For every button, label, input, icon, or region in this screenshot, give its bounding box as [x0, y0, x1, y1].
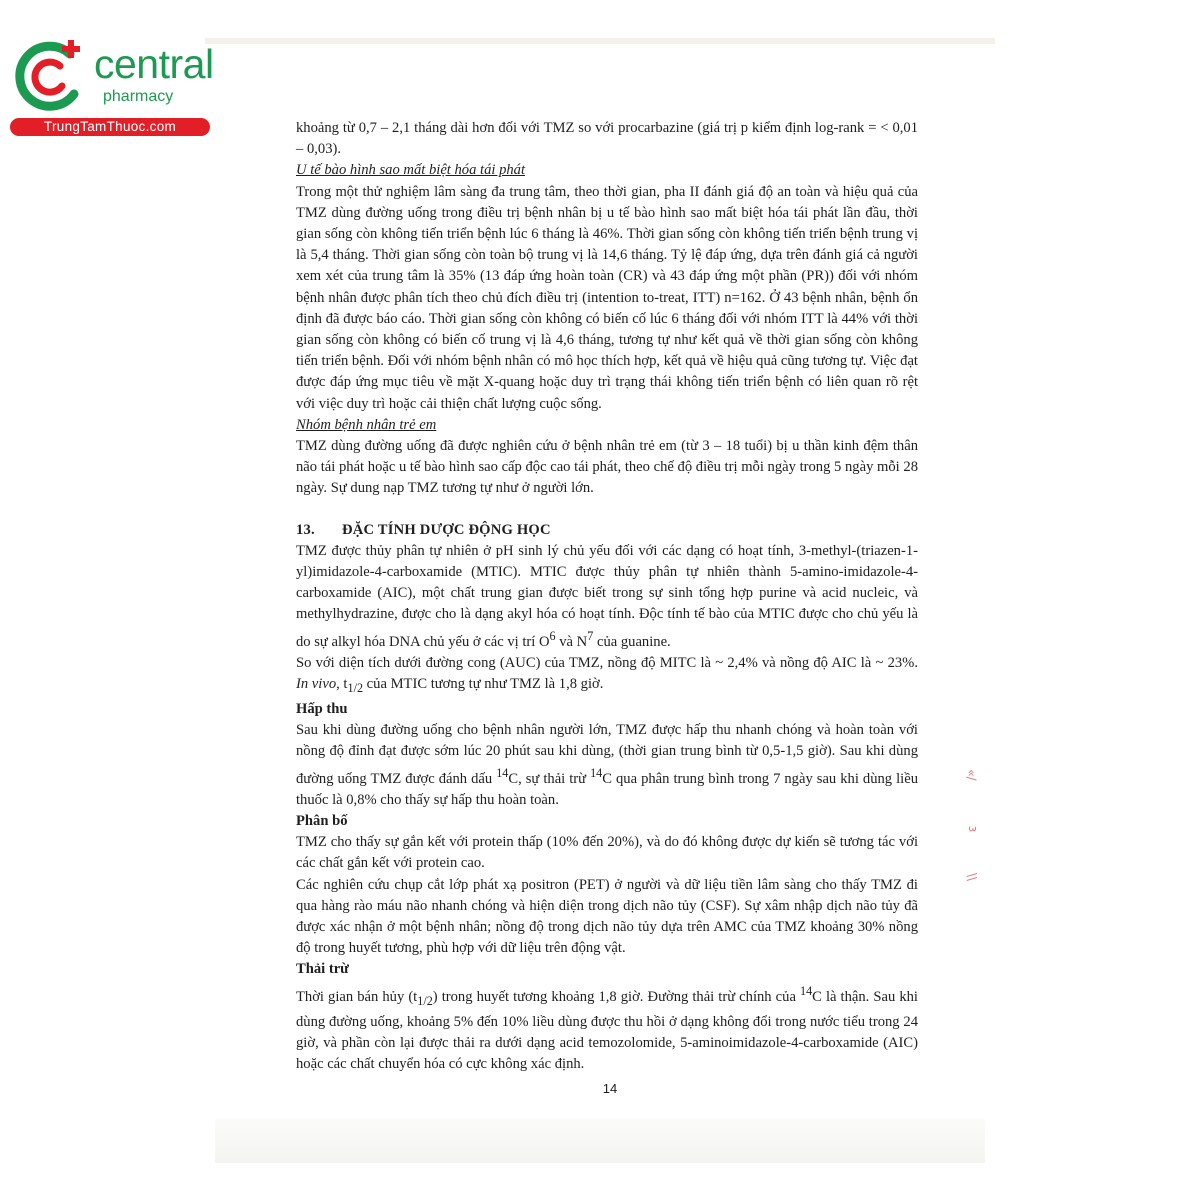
- text-run: của guanine.: [593, 633, 671, 650]
- superscript: 14: [496, 765, 509, 780]
- logo-subtitle: pharmacy: [103, 88, 174, 105]
- paragraph-absorption: [296, 720, 918, 811]
- section-number: 13.: [296, 521, 315, 538]
- section-title: ĐẶC TÍNH DƯỢC ĐỘNG HỌC: [342, 521, 551, 538]
- text-run: và N: [555, 633, 588, 650]
- margin-mark: «/: [964, 769, 979, 781]
- text-run: Thời gian bán hủy (t: [296, 988, 418, 1005]
- subscript: 1/2: [417, 993, 433, 1008]
- superscript: 14: [590, 765, 603, 780]
- superscript: 6: [549, 628, 556, 643]
- logo-name: central: [94, 41, 214, 87]
- text-run: , t: [336, 675, 348, 692]
- paragraph-distribution-1: TMZ cho thấy sự gắn kết với protein thấp (10% đến 20%), và do đó không được dự kiến sẽ tương tác với các chất gắn kết với protein cao.: [296, 834, 918, 872]
- italic-text: In vivo: [296, 675, 337, 692]
- paragraph-distribution-2: Các nghiên cứu chụp cắt lớp phát xạ positron (PET) ở người và dữ liệu tiền lâm sàng cho thấy TMZ đi qua hàng rào máu não nhanh chóng và hiện diện trong dịch não tủy (CSF). Sự xâm nhập dịch não tủy đã được xác nhận ở một bệnh nhân; nồng độ trong dịch não tủy dựa trên AMC của TMZ khoảng 30% nồng độ trong huyết tương, phù hợp với dữ liệu trên động vật.: [296, 876, 918, 957]
- subscript: 1/2: [347, 680, 364, 695]
- text-run: So với diện tích dưới đường cong (AUC) của TMZ, nồng độ MITC là ~ 2,4% và nồng độ AIC là ~ 23%.: [296, 654, 918, 671]
- paragraph-astrocytoma: Trong một thử nghiệm lâm sàng đa trung tâm, theo thời gian, pha II đánh giá độ an toàn và hiệu quả của TMZ dùng đường uống trong điều trị bệnh nhân bị u tế bào hình sao mất biệt hóa tái phát lần đầu, thời gian sống còn không tiến triển bệnh lúc 6 tháng là 46%. Thời gian sống còn không tiến triển bệnh trung vị là 5,4 tháng. Thời gian sống còn toàn bộ trung vị là 14,6 tháng. Tỷ lệ đáp ứng, dựa trên đánh giá cả người xem xét của trung tâm là 35% (13 đáp ứng hoàn toàn (CR) và 43 đáp ứng một phần (PR)) đối với nhóm bệnh nhân được phân tích theo chủ đích điều trị (intention to-treat, ITT) n=162. Ở 43 bệnh nhân, bệnh ổn định đã được báo cáo. Thời gian sống còn không có biến cố lúc 6 tháng đối với nhóm ITT là 44% với thời gian sống còn không có biến cố trung vị là 4,6 tháng, tương tự như kết quả về thời gian sống còn không tiến triển bệnh. Đối với nhóm bệnh nhân có mô học thích hợp, kết quả về hiệu quả cũng tương tự. Việc đạt được đáp ứng mục tiêu về mặt X-quang hoặc duy trì trạng thái không tiến triển bệnh có liên quan rõ rệt với việc duy trì hoặc cải thiện chất lượng cuộc sống.: [296, 183, 918, 412]
- subheading-distribution: Phân bố: [296, 812, 348, 829]
- heading-pediatric: Nhóm bệnh nhân trẻ em: [296, 416, 437, 433]
- margin-mark: \\: [965, 872, 980, 882]
- margin-handwritten-marks: [960, 760, 1000, 900]
- paragraph-elimination: [296, 981, 918, 1076]
- continuation-paragraph: khoảng từ 0,7 – 2,1 tháng dài hơn đối với TMZ so với procarbazine (giá trị p kiểm định log-rank = < 0,01 – 0,03).: [296, 120, 918, 158]
- superscript: 14: [799, 983, 813, 998]
- subheading-elimination: Thải trừ: [296, 961, 349, 978]
- superscript: 7: [587, 628, 594, 643]
- page-number: 14: [602, 1081, 618, 1096]
- logo-url-banner[interactable]: TrungTamThuoc.com: [10, 118, 210, 136]
- paragraph-pediatric: TMZ dùng đường uống đã được nghiên cứu ở bệnh nhân trẻ em (từ 3 – 18 tuổi) bị u thần kinh đệm thân não tái phát hoặc u tế bào hình sao cấp độc cao tái phát, theo chế độ điều trị mỗi ngày trong 5 ngày mỗi 28 ngày. Sự dung nạp TMZ tương tự như ở người lớn.: [296, 438, 918, 497]
- logo-mark-icon: [8, 36, 94, 116]
- text-run: Sau khi dùng đường uống cho bệnh nhân người lớn, TMZ được hấp thu nhanh chóng và hoàn toàn với nồng độ đỉnh đạt được sớm lúc 20 phút sau khi dùng, (thời gian trung bình từ 0,5-1,5 giờ). Sau khi dùng đường uống TMZ được đánh dấu: [296, 722, 918, 787]
- text-run: C qua phân trung bình trong 7 ngày sau khi dùng liều thuốc là 0,8% cho thấy sự hấp thu hoàn toàn.: [296, 770, 918, 808]
- heading-astrocytoma: U tế bào hình sao mất biệt hóa tái phát: [296, 162, 526, 179]
- scan-edge-top: [205, 38, 995, 44]
- text-run: TMZ được thủy phân tự nhiên ở pH sinh lý chủ yếu đối với các dạng có hoạt tính, 3-methyl-(triazen-1-yl)imidazole-4-carboxamide (MTIC). MTIC được thủy phân tự nhiên thành 5-amino-imidazole-4-carboxamide (AIC), một chất trung gian được biết trong sự sinh tổng hợp purine và acid nucleic, và methylhydrazine, được cho là dạng akyl hóa có hoạt tính. Độc tính tế bào của MTIC được cho chủ yếu là do sự alkyl hóa DNA chủ yếu ở các vị trí O: [296, 542, 918, 650]
- subheading-absorption: Hấp thu: [296, 701, 348, 718]
- text-run: C là thận. Sau khi dùng đường uống, khoảng 5% đến 10% liều dùng được thu hồi ở dạng không đổi trong nước tiểu trong 24 giờ, và phần còn lại được thải ra dưới dạng acid temozolomide, 5-aminoimidazole-4-carboxamide (AIC) hoặc các chất chuyển hóa có cực không xác định.: [296, 988, 918, 1072]
- text-run: ) trong huyết tương khoảng 1,8 giờ. Đường thải trừ chính của: [432, 988, 800, 1005]
- text-run: của MTIC tương tự như TMZ là 1,8 giờ.: [363, 675, 604, 692]
- scan-edge-bottom: [215, 1118, 985, 1163]
- paragraph-pk-2: [296, 653, 918, 699]
- central-pharmacy-logo[interactable]: [8, 36, 218, 136]
- document-page: [296, 118, 918, 1075]
- paragraph-pk-1: [296, 541, 918, 653]
- section-heading: [296, 520, 918, 541]
- margin-mark: ɜ: [966, 825, 981, 833]
- text-run: C, sự thải trừ: [508, 770, 591, 787]
